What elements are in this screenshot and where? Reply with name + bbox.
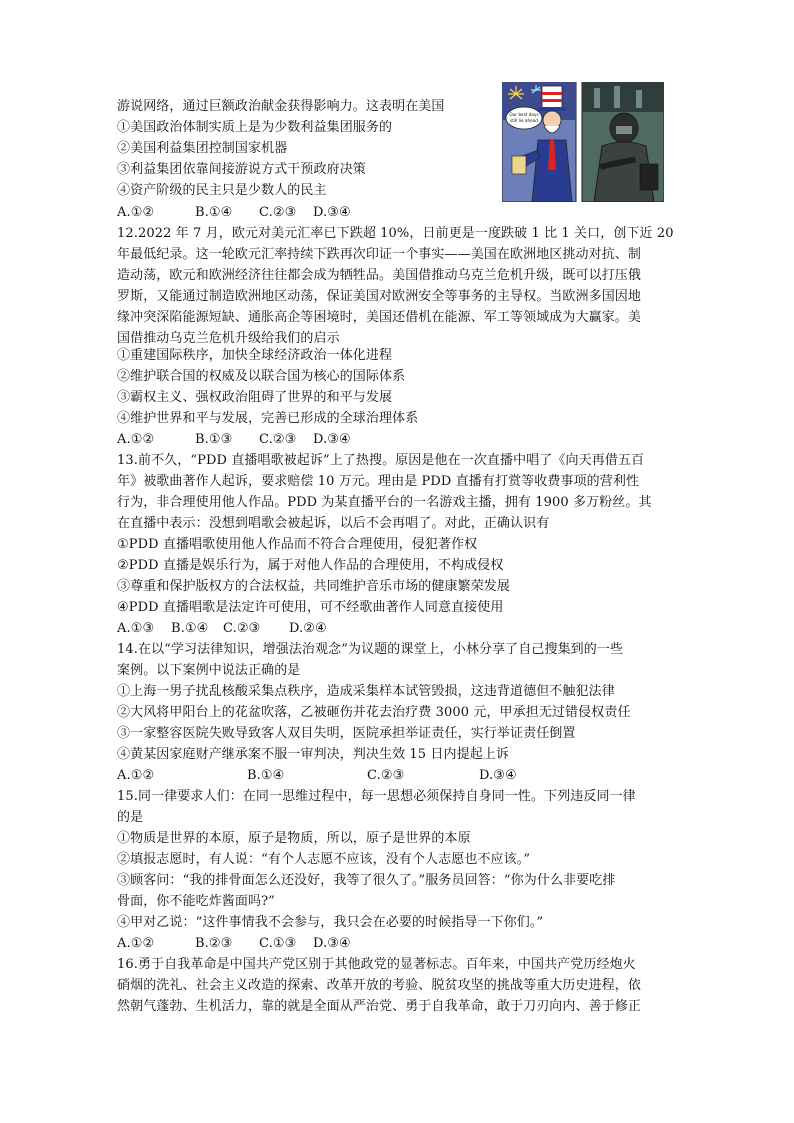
q11-item: ②美国利益集团控制国家机器 [117,141,288,156]
q12-option-b[interactable]: B.①③ [195,432,233,447]
q13-option-a[interactable]: A.①③ [117,621,155,636]
q13-stem: 在直播中表示：没想到唱歌会被起诉，以后不会再唱了。对此，正确认识有 [117,516,550,531]
q13-option-c[interactable]: C.②③ [223,621,261,636]
q14-item: ③一家整容医院失败导致客人双目失明，医院承担举证责任，实行举证责任倒置 [117,726,576,741]
q15-option-b[interactable]: B.②③ [195,936,233,951]
q11-options [117,203,351,223]
q15-item: ①物质是世界的本原，原子是物质，所以，原子是世界的本原 [117,831,471,846]
q13-item: ④PDD 直播唱歌是法定许可使用，可不经歌曲著作人同意直接使用 [117,600,504,615]
q14-option-c[interactable]: C.②③ [367,768,405,783]
q12-option-d[interactable]: D.③④ [313,432,351,447]
q15-stem: 的是 [117,810,144,825]
q15-item: ②填报志愿时，有人说：“有个人志愿不应该，没有个人志愿也不应该。” [117,852,531,867]
q12-option-a[interactable]: A.①② [117,432,155,447]
q13-options [117,619,327,639]
q16-stem: 然朝气蓬勃、生机活力，靠的就是全面从严治党、勇于自我革命，敢于刀刃向内、善于修正 [117,999,642,1014]
q12-stem: 罗斯，又能通过制造欧洲地区动荡，保证美国对欧洲安全等事务的主导权。当欧洲多国因地 [117,289,642,304]
q12-stem: 造动荡，欧元和欧洲经济往往都会成为牺牲品。美国借推动乌克兰危机升级，既可以打压俄 [117,268,642,283]
q14-option-a[interactable]: A.①② [117,768,155,783]
q16-stem: 硝烟的洗礼、社会主义改造的探索、改革开放的考验、脱贫攻坚的挑战等重大历史进程，依 [117,978,642,993]
q13-option-b[interactable]: B.①④ [171,621,209,636]
q13-stem: 13.前不久，“PDD 直播唱歌被起诉”上了热搜。原因是他在一次直播中唱了《向天再借五百 [117,453,645,468]
q12-stem: 年最低纪录。这一轮欧元汇率持续下跌再次印证一个事实——美国在欧洲地区挑动对抗、制 [117,247,642,262]
q14-stem: 案例。以下案例中说法正确的是 [117,663,301,678]
political-cartoon [502,82,664,202]
q15-item: ④甲对乙说：“这件事情我不会参与，我只会在必要的时候指导一下你们。” [117,915,544,930]
q12-item: ②维护联合国的权威及以联合国为核心的国际体系 [117,369,406,384]
q12-options [117,430,351,450]
q14-option-d[interactable]: D.③④ [479,768,517,783]
q13-item: ②PDD 直播是娱乐行为，属于对他人作品的合理使用，不构成侵权 [117,558,504,573]
q15-item: 骨面，你不能吃炸酱面吗?” [117,894,275,909]
q15-item: ③顾客问：“我的排骨面怎么还没好，我等了很久了。”服务员回答：“你为什么非要吃排 [117,873,616,888]
q11-stem: 游说网络，通过巨额政治献金获得影响力。这表明在美国 [117,99,445,114]
q12-item: ③霸权主义、强权政治阻碍了世界的和平与发展 [117,390,393,405]
q11-item: ③利益集团依靠间接游说方式干预政府决策 [117,162,366,177]
speech-bubble-text: Our best days [509,112,539,117]
q11-option-d[interactable]: D.③④ [313,205,351,220]
q16-stem: 16.勇于自我革命是中国共产党区别于其他政党的显著标志。百年来，中国共产党历经炮火 [117,957,636,972]
q13-item: ①PDD 直播唱歌使用他人作品而不符合合理使用，侵犯著作权 [117,537,478,552]
q14-stem: 14.在以“学习法律知识，增强法治观念”为议题的课堂上，小林分享了自己搜集到的一些 [117,642,624,657]
q12-item: ④维护世界和平与发展，完善已形成的全球治理体系 [117,411,419,426]
q15-options [117,934,351,954]
q13-option-d[interactable]: D.②④ [289,621,327,636]
q12-option-c[interactable]: C.②③ [259,432,297,447]
q15-option-c[interactable]: C.①③ [259,936,297,951]
q15-option-a[interactable]: A.①② [117,936,155,951]
q12-item: ①重建国际秩序，加快全球经济政治一体化进程 [117,348,393,363]
q13-item: ③尊重和保护版权方的合法权益，共同维护音乐市场的健康繁荣发展 [117,579,511,594]
q13-stem: 年》被歌曲著作人起诉，要求赔偿 10 万元。理由是 PDD 直播有打赏等收费事项的营利性 [117,474,640,489]
q15-stem: 15.同一律要求人们：在同一思维过程中，每一思想必须保持自身同一性。下列违反同一律 [117,789,636,804]
q15-option-d[interactable]: D.③④ [313,936,351,951]
q14-item: ④黄某因家庭财产继承案不服一审判决，判决生效 15 日内提起上诉 [117,747,510,762]
q11-option-c[interactable]: C.②③ [259,205,297,220]
q14-item: ①上海一男子扰乱核酸采集点秩序，造成采集样本试管毁损，这违背道德但不触犯法律 [117,684,615,699]
q11-item: ①美国政治体制实质上是为少数利益集团服务的 [117,120,393,135]
q11-item: ④资产阶级的民主只是少数人的民主 [117,183,327,198]
q14-item: ②大风将甲阳台上的花盆吹落，乙被砸伤并花去治疗费 3000 元，甲承担无过错侵权责任 [117,705,631,720]
q11-option-a[interactable]: A.①② [117,205,155,220]
q12-stem: 12.2022 年 7 月，欧元对美元汇率已下跌超 10%，日前更是一度跌破 1 比 1 关口，创下近 20 [117,226,674,241]
q14-options [117,766,517,786]
q13-stem: 行为，非合理使用他人作品。PDD 为某直播平台的一名游戏主播，拥有 1900 多万粉丝。其 [117,495,652,510]
q12-stem: 国借推动乌克兰危机升级给我们的启示 [117,331,340,346]
q12-stem: 缘冲突深陷能源短缺、通胀高企等困境时，美国还借机在能源、军工等领域成为大赢家。美 [117,310,642,325]
q11-option-b[interactable]: B.①④ [195,205,233,220]
svg-text:still lie ahead: still lie ahead [510,118,538,123]
q14-option-b[interactable]: B.①④ [247,768,285,783]
